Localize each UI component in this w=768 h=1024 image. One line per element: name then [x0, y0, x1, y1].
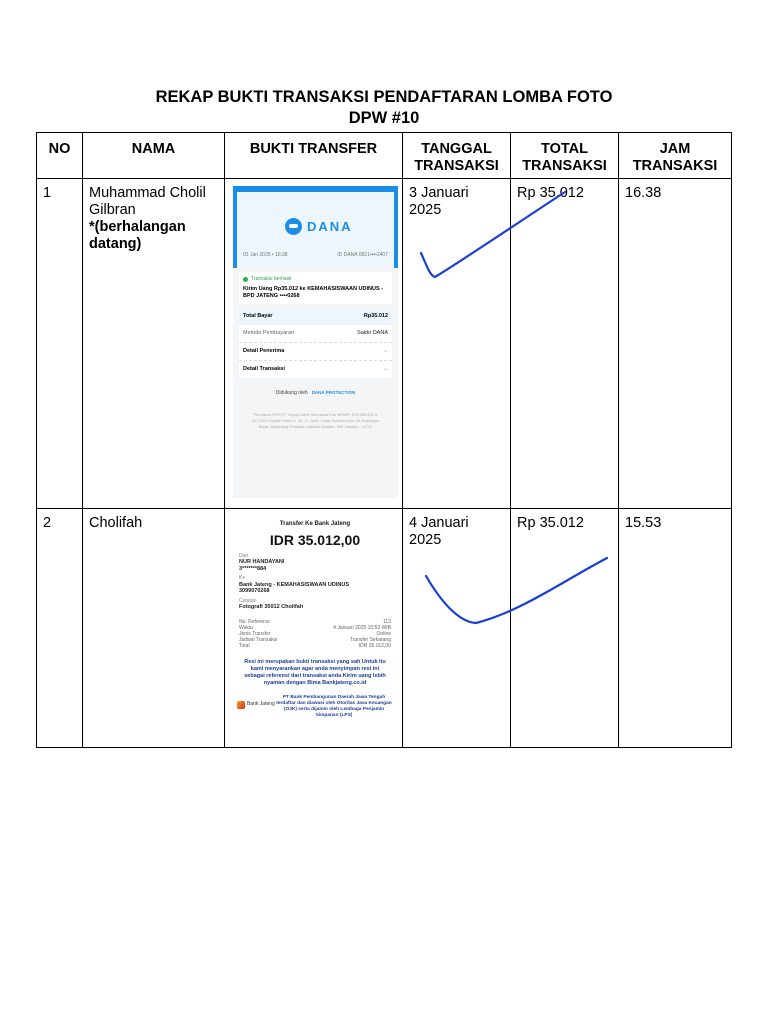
cell-jam: 16.38	[619, 179, 732, 509]
dana-status: Transaksi berhasil	[251, 276, 292, 282]
header-row	[37, 133, 732, 179]
success-check-icon	[243, 277, 248, 282]
cell-jam: 15.53	[619, 509, 732, 748]
bank-jateng-logo: Bank Jateng	[237, 701, 275, 709]
title-line-2: DPW #10	[348, 109, 420, 127]
jateng-to-account: 3099070268	[239, 588, 270, 594]
jateng-from-name: NUR HANDAYANI	[239, 559, 285, 565]
dana-protection-badge: DANA PROTECTION	[311, 390, 356, 395]
dana-method-value: Saldo DANA	[357, 330, 388, 336]
header-bukti-transfer: BUKTI TRANSFER	[225, 133, 403, 179]
jateng-heading: Transfer Ke Bank Jateng	[279, 521, 351, 527]
cell-total: Rp 35.012	[511, 509, 619, 748]
cell-bukti-transfer	[225, 179, 403, 509]
chevron-down-icon: ⌄	[383, 348, 388, 354]
dana-logo: DANA	[285, 218, 353, 235]
header-no: NO	[37, 133, 83, 179]
cell-no: 2	[37, 509, 83, 748]
dana-total-value: Rp35.012	[363, 313, 388, 319]
dana-date: 03 Jan 2025 • 16:38	[243, 252, 288, 258]
jateng-bank-disclaimer: PT Bank Pembangunan Daerah Jawa Tengah terdaftar dan diawasi oleh Otoritas Jasa Keuangan (OJK) serta dijamin oleh Lembaga Penjamin Simpanan (LPS)	[276, 694, 392, 718]
header-jam-transaksi: JAM TRANSAKSI	[619, 133, 732, 179]
jateng-amount: IDR 35.012,00	[269, 531, 361, 548]
jateng-receipt-image: Transfer Ke Bank Jateng IDR 35.012,00 Dari NUR HANDAYANI 3*******884 Ke Bank Jateng - KEMAHASISWAAN UDINUS 3099070268 Catatan Fotografi 35012 Cholifah No. Referensi 113 Waktu 4 Januari 2025 15:53 WIB Jenis Transfer Online Jadwal Transaksi Transfer Sekarang Total IDR 35.012,00 Resi ini merupakan bukti transaksi yang sah Untuk itu kami menyarankan agar anda menyimpan resi ini sebagai referensi dari transaksi anda Kirim uang lebih nyaman dengan Bima Bankjateng.co.id Bank Jateng PT Bank Pembangunan Daerah Jawa Tengah terdaftar dan diawasi oleh Otoritas Jasa Keuangan (OJK) serta dijamin oleh Lembaga Penjamin Simpanan (LPS)	[235, 515, 395, 747]
dana-receipt-image	[233, 186, 398, 498]
header-tanggal-transaksi: TANGGAL TRANSAKSI	[403, 133, 511, 179]
dana-footer: *Termasuk PPN PT Espay Debit Indonesia Koe NPWP: 876.555.502.5-613.000 Capital Place Lt. 18, Jl. Jend. Gatot Subroto Kav. 18, Kuningan Barat, Mampang Prapatan Jakarta Selatan, DKI Jakarta - 12710	[252, 412, 379, 429]
cell-bukti-transfer	[225, 509, 403, 748]
dana-id: ID DANA 0821••••2407	[337, 252, 388, 258]
dana-supported-by: Didukung oleh	[275, 390, 308, 396]
dana-receipt-header	[233, 186, 398, 268]
rekap-table	[36, 132, 732, 748]
dana-method-label: Metode Pembayaran	[243, 330, 295, 336]
dana-total-label: Total Bayar	[243, 313, 273, 319]
jateng-validity-note: Resi ini merupakan bukti transaksi yang sah Untuk itu kami menyarankan agar anda menyimpan resi ini sebagai referensi dari transaksi anda Kirim uang lebih nyaman dengan Bima Bankjateng.co.id	[244, 658, 386, 686]
document-title	[0, 87, 768, 129]
cell-tanggal: 4 Januari 2025	[403, 509, 511, 748]
jateng-notes: Fotografi 35012 Cholifah	[239, 604, 304, 610]
jateng-details: No. Referensi 113 Waktu 4 Januari 2025 15:53 WIB Jenis Transfer Online Jadwal Transaksi Transfer Sekarang Total IDR 35.012,00	[239, 618, 391, 649]
dana-detail-recipient: Detail Penerima	[243, 348, 285, 354]
cell-nama	[83, 179, 225, 509]
dana-wallet-icon	[285, 218, 302, 235]
jateng-to-name: Bank Jateng - KEMAHASISWAAN UDINUS	[239, 581, 350, 588]
header-nama: NAMA	[83, 133, 225, 179]
table-row	[37, 179, 732, 509]
header-total-transaksi: TOTAL TRANSAKSI	[511, 133, 619, 179]
participant-note: *(berhalangan datang)	[89, 219, 186, 252]
cell-total: Rp 35.012	[511, 179, 619, 509]
dana-summary-card	[239, 272, 392, 304]
jateng-from-account: 3*******884	[239, 565, 267, 572]
table-row	[37, 509, 732, 748]
dana-detail-transaction: Detail Transaksi	[243, 366, 285, 372]
cell-nama	[83, 509, 225, 748]
cell-tanggal: 3 Januari 2025	[403, 179, 511, 509]
chevron-down-icon: ⌄	[383, 366, 388, 372]
dana-description: Kirim Uang Rp35.012 ke KEMAHASISWAAN UDINUS - BPD JATENG ••••0268	[243, 286, 383, 299]
participant-name: Muhammad Cholil Gilbran	[89, 185, 206, 218]
participant-name: Cholifah	[89, 515, 143, 531]
title-line-1: REKAP BUKTI TRANSAKSI PENDAFTARAN LOMBA FOTO	[155, 88, 613, 106]
cell-no: 1	[37, 179, 83, 509]
